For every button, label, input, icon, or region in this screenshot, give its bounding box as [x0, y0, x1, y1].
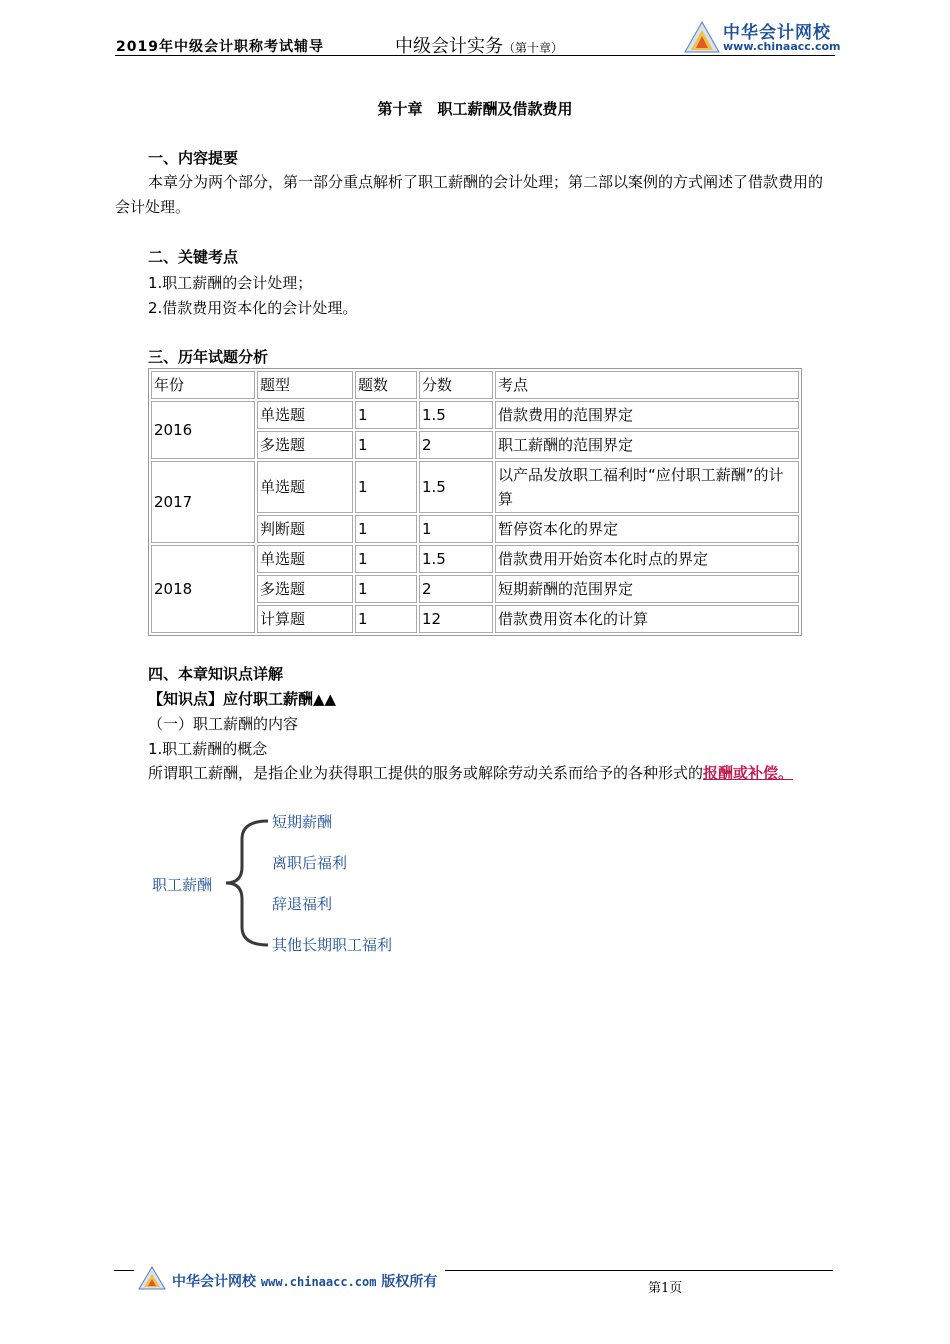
header-divider: [115, 55, 835, 56]
table-cell: 1: [355, 545, 417, 573]
diagram-branch: 辞退福利: [272, 895, 333, 913]
table-year-cell: 2018: [151, 545, 255, 633]
logo-triangle-icon: [683, 20, 721, 54]
footer-divider-right: [445, 1270, 833, 1271]
definition-paragraph: [115, 761, 837, 786]
table-cell: 12: [419, 605, 493, 633]
compensation-diagram: [140, 805, 460, 965]
brand-logo: [683, 18, 841, 56]
chapter-title: 第十章 职工薪酬及借款费用: [377, 100, 573, 118]
logo-name: 中华会计网校: [723, 23, 831, 43]
table-cell: 借款费用资本化的计算: [495, 605, 799, 633]
table-cell: 短期薪酬的范围界定: [495, 575, 799, 603]
diagram-branch: 离职后福利: [272, 854, 348, 872]
table-header-cell: 年份: [151, 371, 255, 399]
table-cell: 职工薪酬的范围界定: [495, 431, 799, 459]
table-cell: 多选题: [257, 575, 353, 603]
table-year-cell: 2017: [151, 461, 255, 543]
table-cell: 1.5: [419, 461, 493, 513]
table-cell: 多选题: [257, 431, 353, 459]
table-cell: 1: [355, 401, 417, 429]
diagram-branch: 其他长期职工福利: [272, 936, 393, 954]
header-course-label: 2019年中级会计职称考试辅导: [116, 39, 324, 55]
table-cell: 1.5: [419, 401, 493, 429]
table-cell: 1: [355, 515, 417, 543]
table-cell: 借款费用开始资本化时点的界定: [495, 545, 799, 573]
table-cell: 1: [419, 515, 493, 543]
table-header-cell: 题数: [355, 371, 417, 399]
table-cell: 借款费用的范围界定: [495, 401, 799, 429]
table-header-cell: 分数: [419, 371, 493, 399]
table-cell: 暂停资本化的界定: [495, 515, 799, 543]
definition-link[interactable]: 报酬或补偿。: [703, 764, 794, 782]
table-cell: 以产品发放职工福利时“应付职工薪酬”的计算: [495, 461, 799, 513]
footer-logo-icon: [138, 1266, 166, 1290]
footer-url[interactable]: www.chinaacc.com: [260, 1275, 377, 1289]
table-header-cell: 考点: [495, 371, 799, 399]
diagram-root: 职工薪酬: [152, 876, 213, 894]
table-cell: 1: [355, 461, 417, 513]
subsection-concept-heading: 1.职工薪酬的概念: [148, 740, 268, 758]
table-row: [151, 545, 799, 573]
knowledge-point-title: 【知识点】应付职工薪酬▲▲: [148, 690, 337, 708]
table-row: [151, 461, 799, 513]
footer-name: 中华会计网校: [172, 1274, 256, 1290]
definition-text: 所谓职工薪酬，是指企业为获得职工提供的服务或解除劳动关系而给予的各种形式的: [148, 764, 704, 782]
section-exam-analysis-heading: 三、历年试题分析: [148, 348, 269, 366]
diagram-branch: 短期薪酬: [272, 813, 333, 831]
footer-divider-left: [114, 1270, 134, 1271]
subsection-content-heading: （一）职工薪酬的内容: [148, 715, 299, 733]
table-header-cell: 题型: [257, 371, 353, 399]
section-summary-body: 本章分为两个部分，第一部分重点解析了职工薪酬的会计处理；第二部以案例的方式阐述了借款费用的会计处理。: [115, 173, 824, 216]
keypoint-item-1: 1.职工薪酬的会计处理；: [148, 274, 313, 292]
table-cell: 1: [355, 575, 417, 603]
exam-analysis-table: [148, 368, 802, 636]
footer-copyright: [172, 1271, 437, 1291]
table-year-cell: 2016: [151, 401, 255, 459]
table-cell: 单选题: [257, 545, 353, 573]
table-cell: 2: [419, 575, 493, 603]
table-cell: 单选题: [257, 461, 353, 513]
section-summary-heading: 一、内容提要: [148, 149, 239, 167]
section-knowledge-heading: 四、本章知识点详解: [148, 665, 284, 683]
table-row: [151, 401, 799, 429]
table-cell: 1: [355, 605, 417, 633]
logo-url: www.chinaacc.com: [723, 40, 841, 53]
keypoint-item-2: 2.借款费用资本化的会计处理。: [148, 299, 358, 317]
page-number: 第1页: [648, 1281, 683, 1296]
table-cell: 2: [419, 431, 493, 459]
table-cell: 计算题: [257, 605, 353, 633]
table-header-row: [151, 371, 799, 399]
footer-rights: 版权所有: [381, 1274, 438, 1290]
table-cell: 1: [355, 431, 417, 459]
table-cell: 判断题: [257, 515, 353, 543]
table-cell: 1.5: [419, 545, 493, 573]
header-subject-title: 中级会计实务: [395, 36, 503, 57]
section-keypoints-heading: 二、关键考点: [148, 248, 239, 266]
table-cell: 单选题: [257, 401, 353, 429]
header-chapter: （第十章）: [503, 41, 564, 55]
